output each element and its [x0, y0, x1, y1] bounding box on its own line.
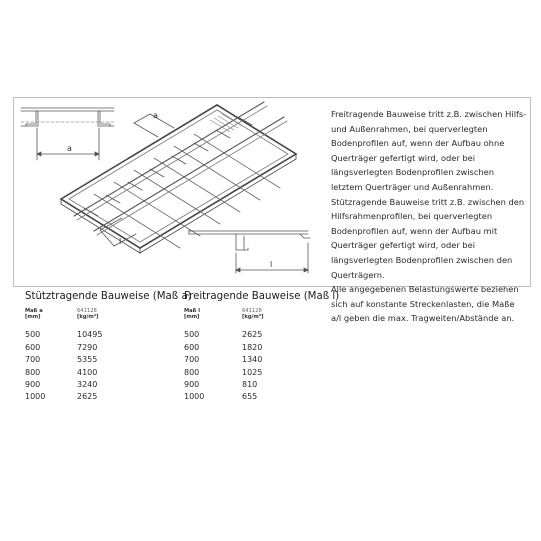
cell-load: 3240 [77, 380, 98, 390]
description-paragraph: Alle angegebenen Belastungswerte beziehen sich auf konstante Streckenlasten, die Maße a/l geben die max. Tragweiten/Abstände an. [331, 284, 519, 324]
cell-dimension: 900 [184, 380, 200, 390]
cell-dimension: 800 [25, 367, 41, 377]
table-freitragend [184, 291, 344, 404]
column-header-unit: [mm] [184, 314, 200, 321]
cell-dimension: 700 [184, 355, 200, 365]
description-paragraph: Stützragende Bauweise tritt z.B. zwischen den Hilfsrahmenprofilen, bei querverlegten Bodenprofilen auf, wenn der Aufbau mit Querträger gefertigt wird, oder bei längsverlegten Bodenprofilen zwischen den Querträgern. [331, 196, 525, 280]
load-table [184, 308, 263, 404]
dimension-label-l-right: l [270, 260, 273, 269]
cell-dimension: 1000 [25, 392, 46, 402]
cell-load: 2625 [242, 330, 263, 340]
cell-dimension: 800 [184, 367, 200, 377]
column-header-product: 641128 [242, 308, 262, 314]
column-header-dimension [184, 308, 242, 320]
cell-load: 2625 [77, 392, 98, 402]
column-header-unit: [kg/m²] [242, 314, 264, 321]
table-row [184, 367, 263, 379]
cell-dimension: 700 [25, 355, 41, 365]
cell-load: 7290 [77, 342, 98, 352]
isometric-frame [61, 102, 296, 253]
table-row [25, 367, 102, 379]
profile-section-right [189, 230, 310, 250]
cell-dimension: 600 [184, 342, 200, 352]
table-row [25, 391, 102, 403]
column-header-load [242, 308, 263, 320]
cell-load: 5355 [77, 355, 98, 365]
cell-load: 655 [242, 392, 258, 402]
table-row [25, 320, 102, 341]
profile-section-top [21, 108, 114, 126]
column-header-unit: [mm] [25, 314, 41, 321]
cell-load: 810 [242, 380, 258, 390]
dimension-label-l-iso: l [119, 237, 122, 246]
cell-load: 10495 [77, 330, 103, 340]
table-title: Stütztragende Bauweise (Maß a) [25, 291, 192, 302]
cell-load: 4100 [77, 367, 98, 377]
table-row [184, 391, 263, 403]
table-title: Freitragende Bauweise (Maß l) [184, 291, 340, 302]
cell-dimension: 1000 [184, 392, 205, 402]
dimension-label-a-iso: a [153, 111, 158, 120]
column-header-label: Maß l [184, 308, 200, 314]
table-row [184, 342, 263, 354]
table-row [184, 320, 263, 341]
column-header-product: 641128 [77, 308, 97, 314]
dimension-label-a-top: a [67, 144, 72, 153]
cell-dimension: 600 [25, 342, 41, 352]
cell-dimension: 900 [25, 380, 41, 390]
column-header-label: Maß a [25, 308, 43, 314]
cell-load: 1820 [242, 342, 263, 352]
column-header-load [77, 308, 102, 320]
cell-load: 1340 [242, 355, 263, 365]
table-row [25, 379, 102, 391]
table-row [184, 354, 263, 366]
table-row [25, 354, 102, 366]
description-text [331, 107, 527, 326]
cell-load: 1025 [242, 367, 263, 377]
column-header-dimension [25, 308, 77, 320]
column-header-unit: [kg/m²] [77, 314, 99, 321]
description-paragraph: Freitragende Bauweise tritt z.B. zwischen Hilfs- und Außenrahmen, bei querverlegten Bodenprofilen auf, wenn der Aufbau ohne Querträger gefertigt wird, oder bei längsverlegten Bodenprofilen zwischen letztem Querträger und Außenrahmen. [331, 109, 527, 192]
table-row [184, 379, 263, 391]
cell-dimension: 500 [184, 330, 200, 340]
load-table [25, 308, 102, 404]
cell-dimension: 500 [25, 330, 41, 340]
table-row [25, 342, 102, 354]
